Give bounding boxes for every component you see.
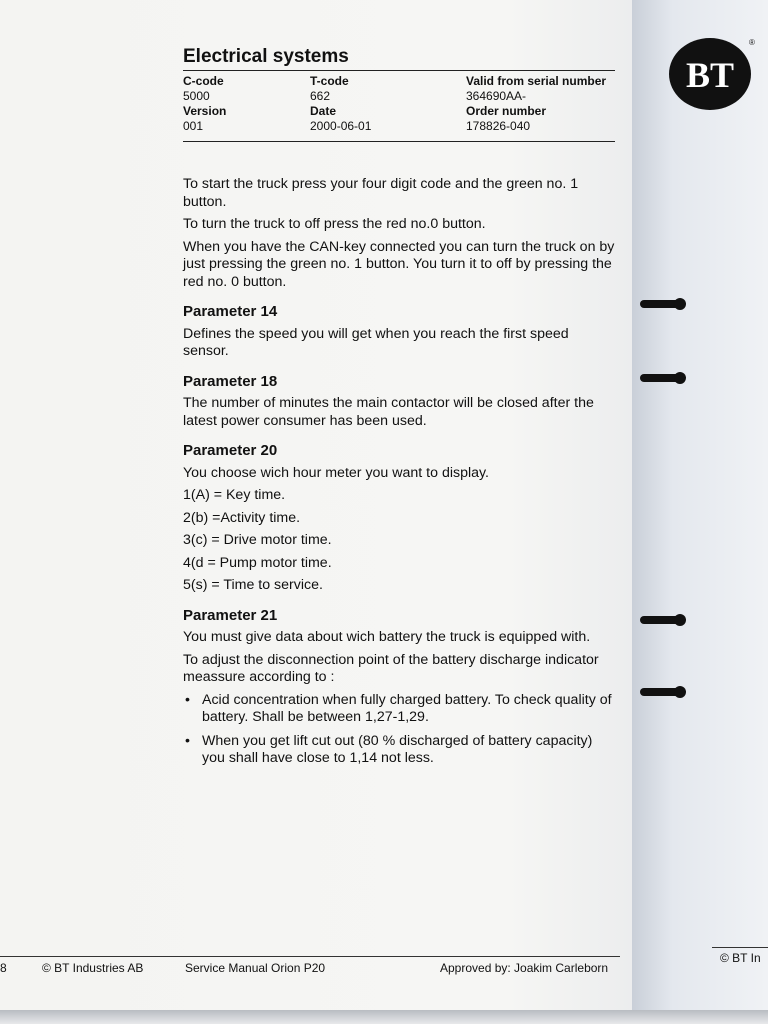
- registered-mark: ®: [749, 38, 755, 47]
- serial-label: Valid from serial number: [466, 74, 607, 88]
- parameter-20-text: You choose wich hour meter you want to display.: [183, 464, 489, 481]
- logo-text: BT: [685, 55, 735, 95]
- facing-footer-copyright: © BT In: [720, 951, 761, 965]
- parameter-18-text: The number of minutes the main contactor will be closed after the latest power consumer has been used.: [183, 395, 594, 429]
- hour-meter-option: 3(c) = Drive motor time.: [183, 532, 332, 548]
- version-label: Version: [183, 104, 227, 118]
- footer-copyright: © BT Industries AB: [42, 961, 144, 975]
- parameter-18-heading: Parameter 18: [183, 372, 278, 390]
- hour-meter-option: 2(b) =Activity time.: [183, 509, 301, 526]
- header-rule-bottom: [183, 141, 615, 142]
- parameter-21-heading: Parameter 21: [183, 606, 278, 624]
- page-number: 8: [0, 961, 7, 975]
- date-label: Date: [310, 104, 337, 118]
- footer-manual-title: Service Manual Orion P20: [185, 961, 326, 975]
- bullet-item: • Acid concentration when fully charged battery. To check quality of battery. Shall be between 1,27-1,29.: [183, 692, 616, 727]
- page-body: [183, 176, 616, 774]
- parameter-21-text: To adjust the disconnection point of the battery discharge indicator meassure according to :: [183, 651, 599, 685]
- battery-bullet-list: [183, 692, 616, 768]
- footer-approved-by: Approved by: Joakim Carleborn: [440, 961, 609, 975]
- header-rule-top: [183, 70, 615, 71]
- hour-meter-option: 4(d = Pump motor time.: [183, 554, 332, 571]
- parameter-21-text: You must give data about wich battery the truck is equipped with.: [183, 629, 591, 645]
- facing-page-edge: [632, 0, 768, 1010]
- binder-ring: [640, 370, 688, 386]
- order-label: Order number: [466, 104, 547, 118]
- binder-ring: [640, 684, 688, 700]
- ccode-value: 5000: [183, 89, 210, 103]
- bullet-item: • When you get lift cut out (80 % discharged of battery capacity) you shall have close to 1,14 not less.: [183, 733, 616, 768]
- date-value: 2000-06-01: [310, 119, 372, 133]
- facing-footer-rule: [712, 947, 768, 948]
- intro-paragraph: To turn the truck to off press the red no.0 button.: [183, 216, 486, 232]
- version-value: 001: [183, 119, 204, 133]
- bt-logo: [668, 35, 756, 111]
- hour-meter-option: 5(s) = Time to service.: [183, 577, 323, 593]
- binder-ring: [640, 612, 688, 628]
- tcode-label: T-code: [310, 74, 349, 88]
- parameter-14-text: Defines the speed you will get when you reach the first speed sensor.: [183, 325, 569, 359]
- tcode-value: 662: [310, 89, 331, 103]
- serial-value: 364690AA-: [466, 89, 527, 103]
- book-bottom-edge: [0, 1010, 768, 1024]
- ccode-label: C-code: [183, 74, 224, 88]
- binder-ring: [640, 296, 688, 312]
- order-value: 178826-040: [466, 119, 531, 133]
- intro-paragraph: When you have the CAN-key connected you can turn the truck on by just pressing the green no. 1 button. You turn it to off by pressing the red no. 0 button.: [183, 238, 615, 290]
- intro-paragraph: To start the truck press your four digit code and the green no. 1 button.: [183, 176, 579, 210]
- footer-rule: [0, 956, 620, 957]
- parameter-20-heading: Parameter 20: [183, 442, 278, 459]
- page-title: Electrical systems: [183, 46, 349, 67]
- parameter-14-heading: Parameter 14: [183, 303, 278, 320]
- hour-meter-option: 1(A) = Key time.: [183, 487, 286, 503]
